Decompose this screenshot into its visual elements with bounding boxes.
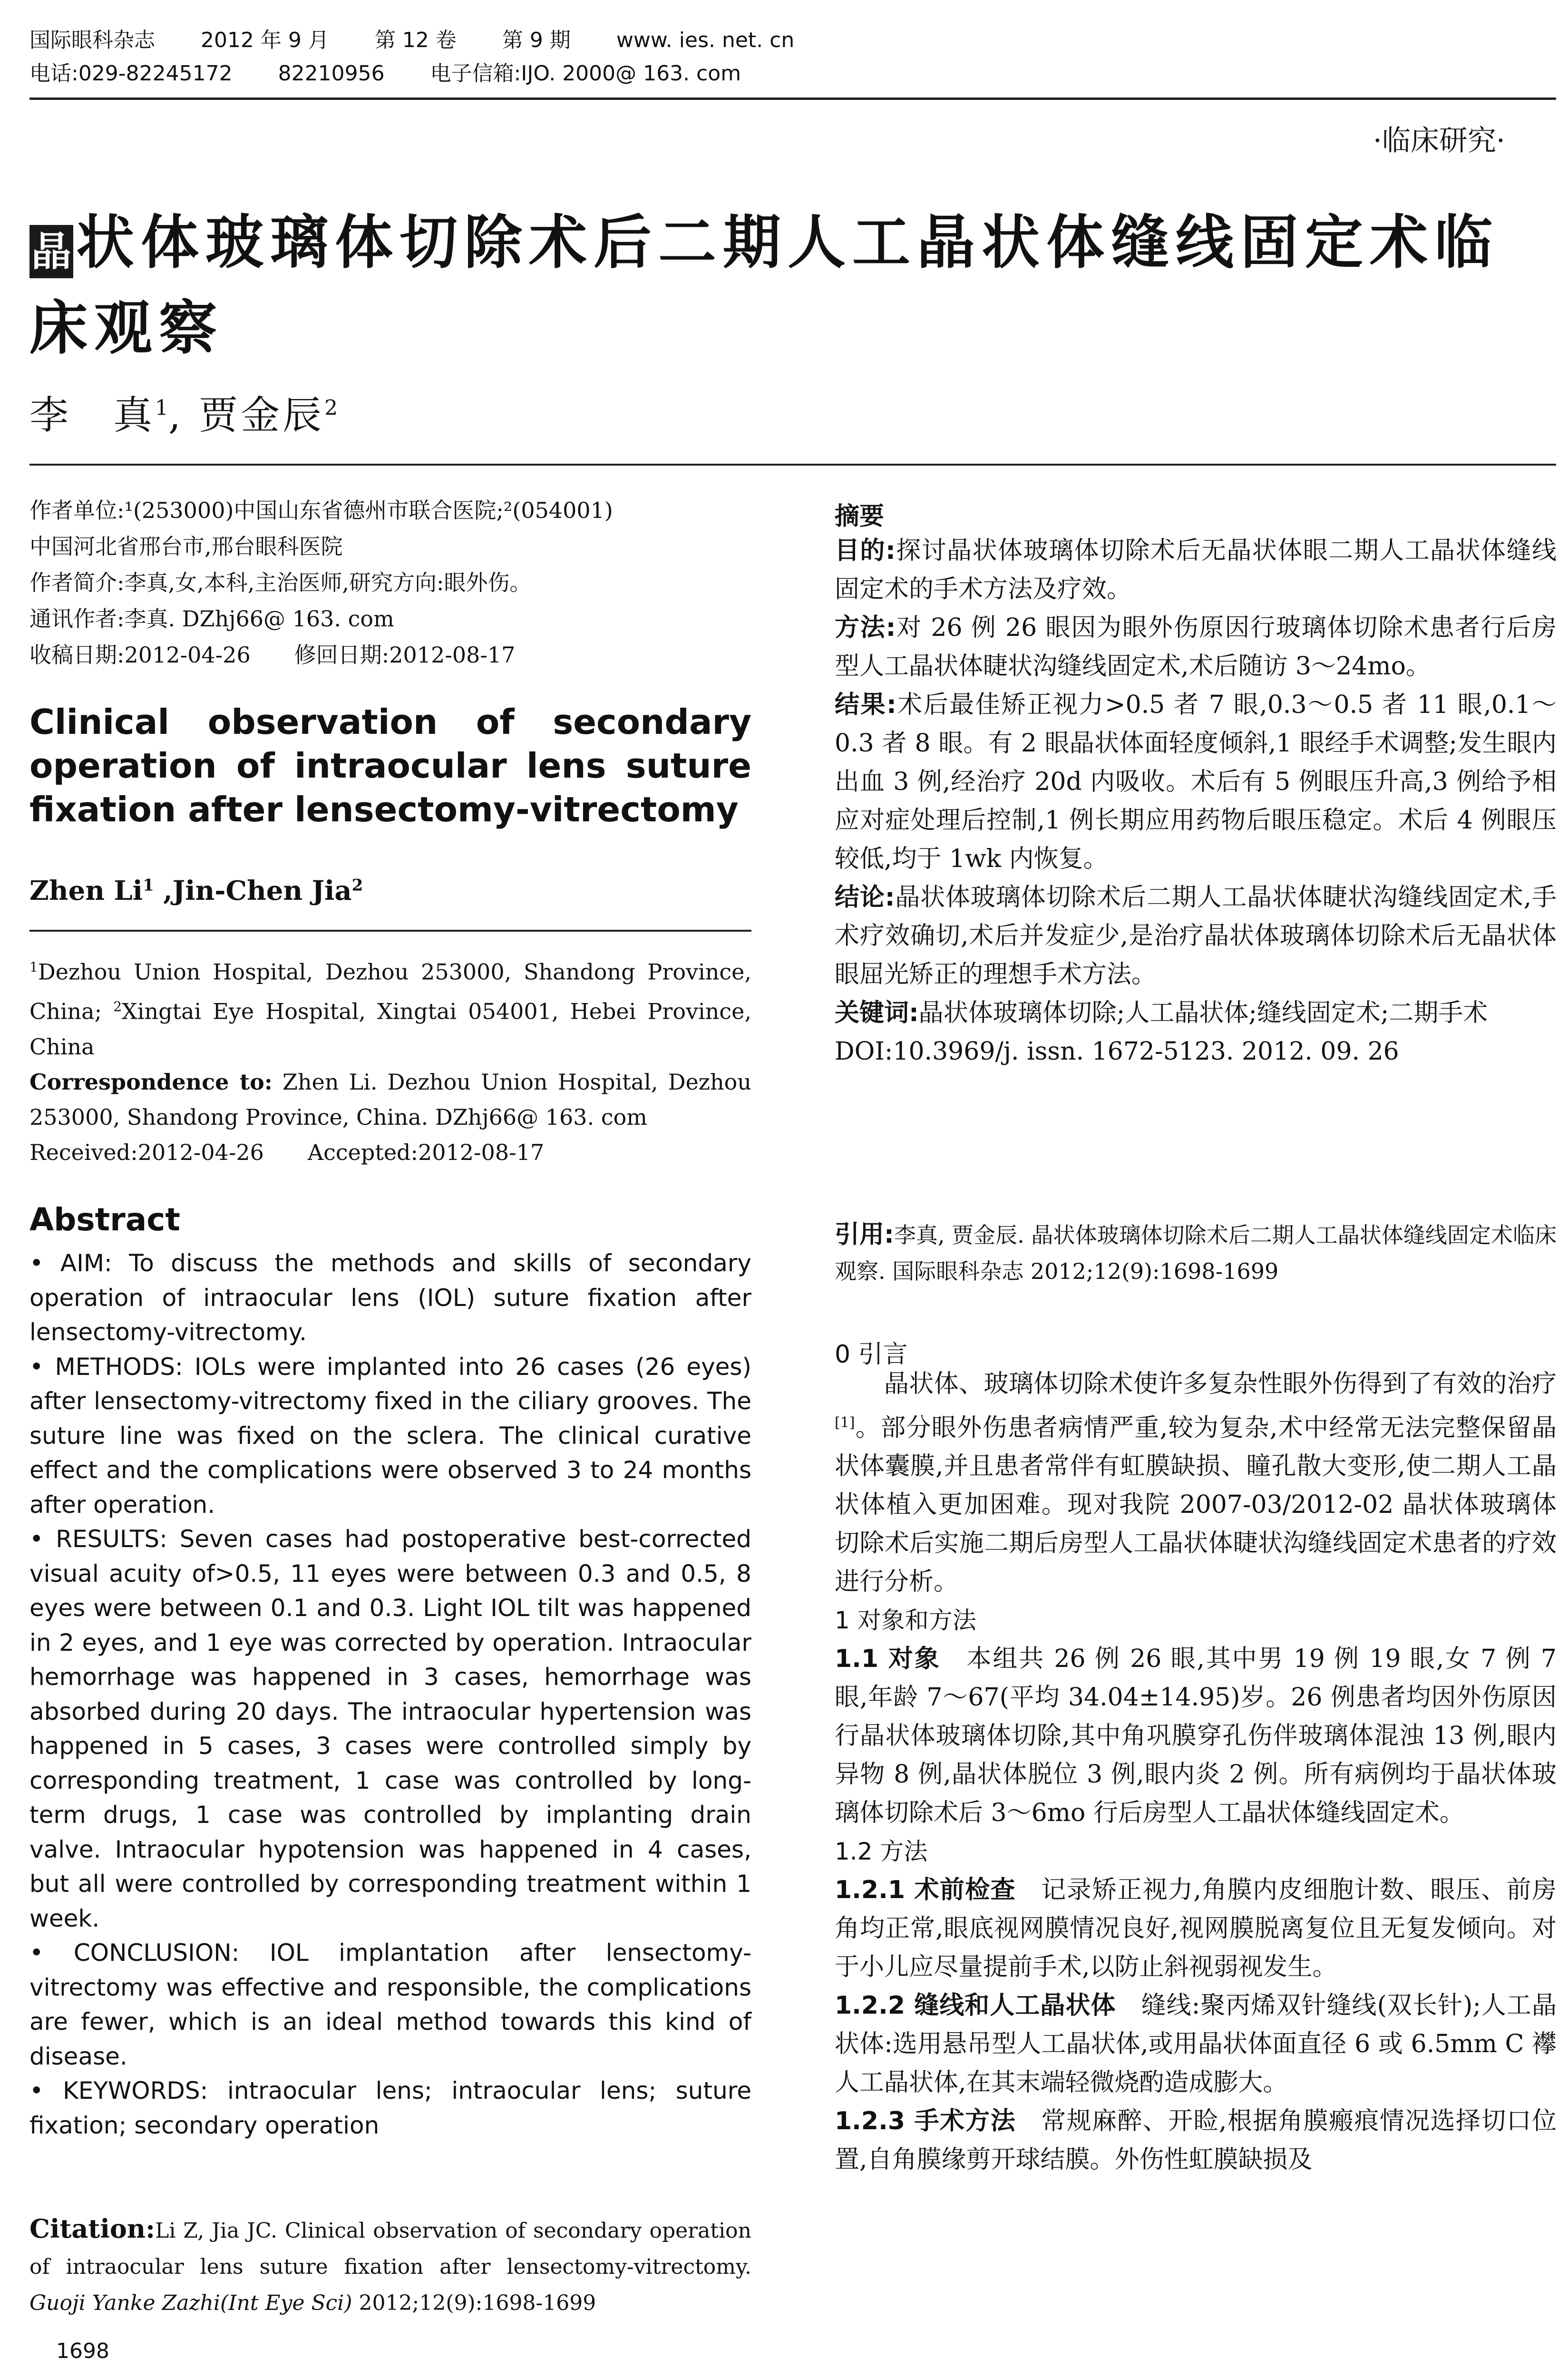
abstract-keywords: • KEYWORDS: intraocular lens; intraocular lens; suture fixation; secondary operation — [29, 2077, 751, 2139]
intro-text-b: 。部分眼外伤患者病情严重,较为复杂,术中经常无法完整保留晶状体囊膜,并且患者常伴有虹膜缺损、瞳孔散大变形,使二期人工晶状体植入更加困难。现对我院 2007-03/2012-02 晶状体玻璃体切除术后实施二期后房型人工晶状体睫状沟缝线固定术患者的疗效进行分析。 — [835, 1413, 1557, 1597]
section12-heading: 1.2 方法 — [835, 1838, 928, 1866]
title-en-line: Clinical observation of secondary — [29, 702, 751, 742]
affil-en-text — [29, 950, 751, 1064]
title-en — [29, 700, 751, 831]
affil-line: 作者简介:李真,女,本科,主治医师,研究方向:眼外伤。 — [29, 570, 532, 595]
issue-date: 2012 年 9 月 — [201, 28, 329, 52]
keywords-text: 晶状体玻璃体切除;人工晶状体;缝线固定术;二期手术 — [918, 999, 1488, 1027]
body-cn — [835, 1365, 1557, 2179]
title-rule — [29, 464, 1556, 466]
journal-name: 国际眼科杂志 — [29, 28, 155, 52]
methods-text: 对 26 例 26 眼因为眼外伤原因行玻璃体切除术患者行后房型人工晶状体睫状沟缝线固定术,术后随访 3～24mo。 — [835, 614, 1557, 681]
affiliation-cn — [29, 492, 751, 673]
sec123-label: 1.2.3 手术方法 — [835, 2107, 1016, 2136]
author2-cn: 贾金辰 — [199, 393, 325, 438]
results-text: 术后最佳矫正视力>0.5 者 7 眼,0.3～0.5 者 11 眼,0.1～0.3 者 8 眼。有 2 眼晶状体面轻度倾斜,1 眼经手术调整;发生眼内出血 3 例,经治疗 20d 内吸收。术后有 5 例眼压升高,3 例给予相应对症处理后控制,1 例长期应用药物后眼压稳定。术后 4 例眼压较低,均于 1wk 内恢复。 — [835, 691, 1557, 873]
abstract-cn-heading: 摘要 — [835, 502, 885, 531]
abstract-en-body — [29, 1246, 751, 2143]
journal-header — [29, 24, 1556, 90]
journal-header-line2 — [29, 57, 1556, 90]
section-1-2-1 — [835, 1871, 1557, 1987]
author-sep: , — [168, 393, 199, 438]
methods-label: 方法: — [835, 614, 896, 642]
aim-text: 探讨晶状体玻璃体切除术后无晶状体眼二期人工晶状体缝线固定术的手术方法及疗效。 — [835, 536, 1557, 604]
section-1-1 — [835, 1640, 1557, 1832]
abstract-results: • RESULTS: Seven cases had postoperative best-corrected visual acuity of>0.5, 11 eyes were between 0.3 and 0.5, 8 eyes were between 0.1 and 0.3. Light IOL tilt was happened in 2 eyes, and 1 eye was corrected by operation. Intraocular hemorrhage was happened in 3 cases, hemorrhage was absorbed during 20 days. The intraocular hypertension was happened in 5 cases, 3 cases were controlled simply by corresponding treatment, 1 case was controlled by long-term drugs, 1 case was controlled by implanting drain valve. Intraocular hypotension was happened in 4 cases, but all were controlled by corresponding treatment within 1 week. — [29, 1525, 751, 1932]
website: www. ies. net. cn — [616, 28, 795, 52]
intro-paragraph — [835, 1365, 1557, 1601]
correspondence-label: Correspondence to: — [29, 1069, 273, 1095]
title-text: 状体玻璃体切除术后二期人工晶状体缝线固定术临床观察 — [29, 209, 1499, 362]
abstract-heading: Abstract — [29, 1201, 180, 1238]
author2-sup: 2 — [324, 396, 338, 420]
title-en-line: operation of intraocular lens suture — [29, 746, 751, 786]
abstract-methods: • METHODS: IOLs were implanted into 26 cases (26 eyes) after lensectomy-vitrectomy fixed in the ciliary grooves. The suture line was fixed on the sclera. The clinical curative effect and the complications were observed 3 to 24 months after operation. — [29, 1353, 751, 1519]
affiliation-en — [29, 950, 751, 1170]
phone2: 82210956 — [278, 61, 385, 86]
intro-ref: [1] — [835, 1414, 855, 1431]
volume: 第 12 卷 — [374, 28, 457, 52]
author1-en-sup: 1 — [143, 876, 154, 895]
author2-en-sup: 2 — [351, 876, 363, 895]
sec123-text: 常规麻醉、开睑,根据角膜瘢痕情况选择切口位置,自角膜缘剪开球结膜。外伤性虹膜缺损及 — [835, 2107, 1557, 2174]
issue: 第 9 期 — [502, 28, 571, 52]
citation-cn-label: 引用: — [835, 1220, 894, 1249]
affil-en-part1: Dezhou Union Hospital, Dezhou 253000, Shandong Province, China; — [29, 959, 751, 1024]
author1-sup: 1 — [155, 396, 169, 420]
en-authors-rule — [29, 930, 751, 932]
author1-en: Zhen Li — [29, 875, 143, 906]
received-dates: Received:2012-04-26 Accepted:2012-08-17 — [29, 1139, 545, 1165]
abstract-aim: • AIM: To discuss the methods and skills of secondary operation of intraocular lens (IOL) suture fixation after lensectomy-vitrectomy. — [29, 1249, 751, 1346]
sec122-text: 缝线:聚丙烯双针缝线(双长针);人工晶状体:选用悬吊型人工晶状体,或用晶状体面直径 6 或 6.5mm C 襻人工晶状体,在其末端轻微烧酌造成膨大。 — [835, 1991, 1557, 2097]
title-initial-char: 晶 — [29, 225, 73, 278]
citation-cn-text: 李真, 贾金辰. 晶状体玻璃体切除术后二期人工晶状体缝线固定术临床观察. 国际眼科杂志 2012;12(9):1698-1699 — [835, 1222, 1557, 1284]
citation-vol: 2012;12(9):1698-1699 — [352, 2291, 596, 2315]
section1-heading: 1 对象和方法 — [835, 1607, 976, 1635]
sec121-label: 1.2.1 术前检查 — [835, 1876, 1016, 1905]
sec11-label: 1.1 对象 — [835, 1645, 941, 1674]
phone: 电话:029-82245172 — [29, 61, 233, 86]
abstract-cn-methods — [835, 609, 1557, 686]
section-1-2-2 — [835, 1987, 1557, 2102]
affil-en-sup2: 2 — [113, 999, 122, 1015]
page-number: 1698 — [56, 2339, 109, 2363]
citation-cn — [835, 1217, 1557, 1289]
article-title — [29, 200, 1556, 371]
aim-label: 目的: — [835, 536, 896, 565]
abstract-cn-conclusion — [835, 878, 1557, 994]
title-en-line: fixation after lensectomy-vitrectomy — [29, 789, 739, 829]
intro-heading: 0 引言 — [835, 1340, 908, 1369]
authors-cn — [29, 384, 338, 440]
sec122-label: 1.2.2 缝线和人工晶状体 — [835, 1991, 1116, 2020]
affil-line: 收稿日期:2012-04-26 修回日期:2012-08-17 — [29, 642, 516, 668]
section-tag: ·临床研究· — [1373, 124, 1505, 157]
citation-label: Citation: — [29, 2213, 156, 2244]
citation-text: Li Z, Jia JC. Clinical observation of secondary operation of intraocular lens suture fixation after lensectomy-vitrectomy. — [29, 2219, 751, 2279]
email: 电子信箱:IJO. 2000@ 163. com — [430, 61, 741, 86]
doi: DOI:10.3969/j. issn. 1672-5123. 2012. 09. 26 — [835, 1037, 1399, 1066]
affil-en-sup1: 1 — [29, 959, 38, 975]
correspondence-text: Zhen Li. Dezhou Union Hospital, Dezhou 253000, Shandong Province, China. DZhj66@ 163. com — [29, 1069, 751, 1130]
affil-line: 作者单位:¹(253000)中国山东省德州市联合医院;²(054001) — [29, 497, 613, 523]
results-label: 结果: — [835, 691, 896, 719]
section-1-2-3 — [835, 2102, 1557, 2179]
author1-cn: 李 真 — [29, 393, 156, 438]
sec121-text: 记录矫正视力,角膜内皮细胞计数、眼压、前房角均正常,眼底视网膜情况良好,视网膜脱离复位且无复发倾向。对于小儿应尽量提前手术,以防止斜视弱视发生。 — [835, 1876, 1557, 1982]
citation-en — [29, 2211, 751, 2321]
citation-journal: Guoji Yanke Zazhi(Int Eye Sci) — [29, 2291, 352, 2315]
abstract-cn-aim — [835, 532, 1557, 609]
conclusion-label: 结论: — [835, 883, 895, 912]
authors-en — [29, 875, 751, 906]
abstract-conclusion: • CONCLUSION: IOL implantation after lensectomy-vitrectomy was effective and responsible, the complications are fewer, which is an ideal method towards this kind of disease. — [29, 1939, 751, 2070]
author-en-sep: , — [154, 875, 173, 906]
affil-line: 通讯作者:李真. DZhj66@ 163. com — [29, 606, 394, 632]
abstract-cn-body — [835, 532, 1557, 1071]
abstract-cn-keywords — [835, 994, 1557, 1033]
keywords-label: 关键词: — [835, 999, 919, 1027]
affil-line: 中国河北省邢台市,邢台眼科医院 — [29, 534, 343, 559]
sec11-text: 本组共 26 例 26 眼,其中男 19 例 19 眼,女 7 例 7 眼,年龄 7～67(平均 34.04±14.95)岁。26 例患者均因外伤原因行晶状体玻璃体切除,其中角巩膜穿孔伤伴玻璃体混浊 13 例,眼内异物 8 例,晶状体脱位 3 例,眼内炎 2 例。所有病例均于晶状体玻璃体切除术后 3～6mo 行后房型人工晶状体缝线固定术。 — [835, 1645, 1557, 1828]
affil-en-part2: Xingtai Eye Hospital, Xingtai 054001, Hebei Province, China — [29, 998, 751, 1060]
conclusion-text: 晶状体玻璃体切除术后二期人工晶状体睫状沟缝线固定术,手术疗效确切,术后并发症少,是治疗晶状体玻璃体切除术后无晶状体眼屈光矫正的理想手术方法。 — [835, 883, 1557, 989]
abstract-cn-results — [835, 686, 1557, 878]
correspondence — [29, 1064, 751, 1135]
header-rule — [29, 97, 1556, 100]
journal-header-line1 — [29, 24, 1556, 57]
author2-en: Jin-Chen Jia — [172, 875, 352, 906]
intro-text-a: 晶状体、玻璃体切除术使许多复杂性眼外伤得到了有效的治疗 — [884, 1370, 1557, 1398]
